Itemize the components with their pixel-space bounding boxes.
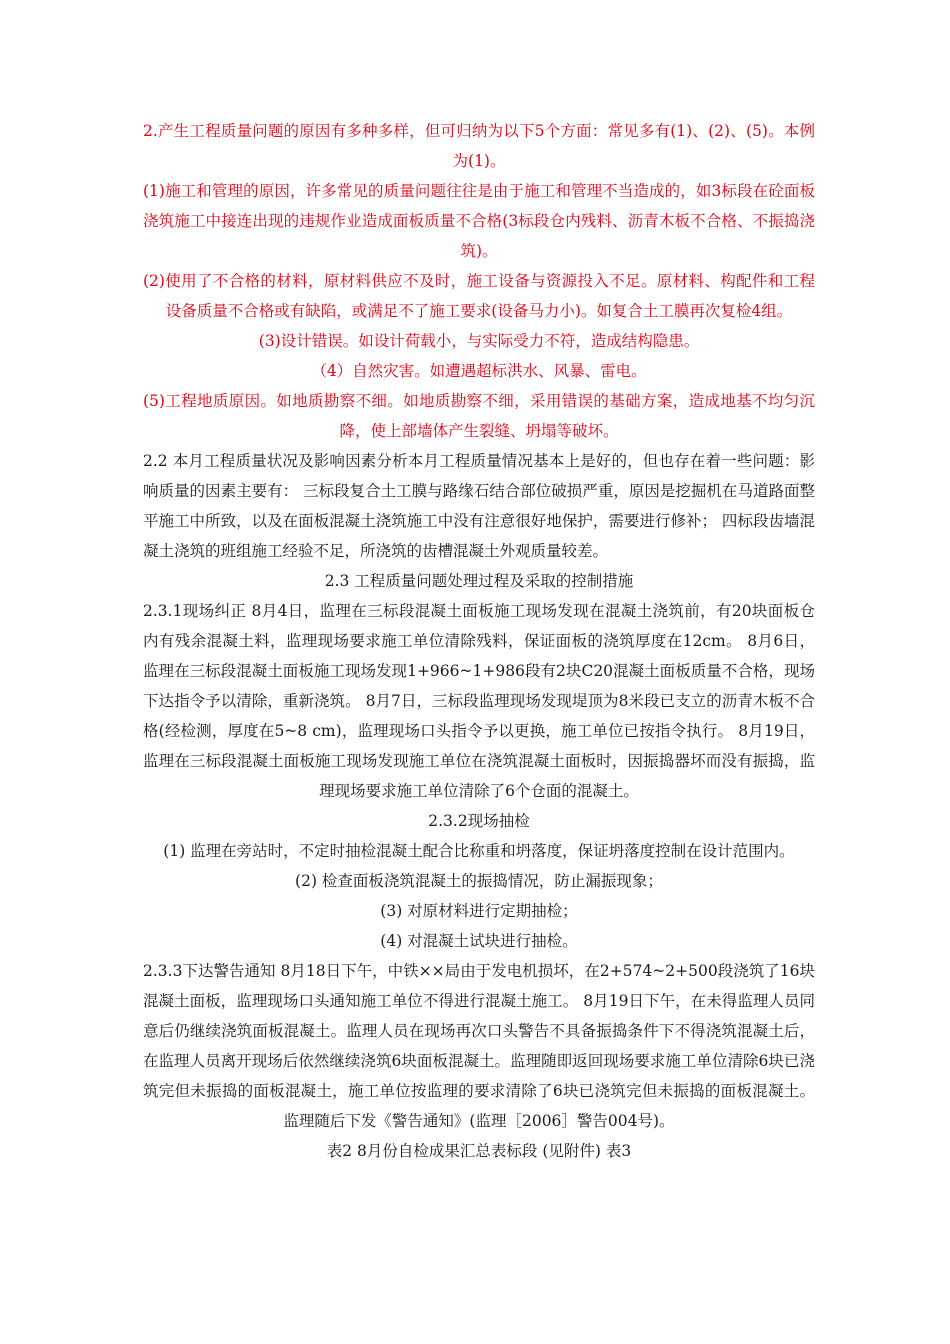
cause-1-paragraph: (1)施工和管理的原因，许多常见的质量问题往往是由于施工和管理不当造成的，如3标段在砼面板浇筑施工中接连出现的违规作业造成面板质量不合格(3标段仓内残料、沥青木板不合格、不振捣浇筑)。 (143, 182, 815, 260)
spot-check-item-2: (2) 检查面板浇筑混凝土的振捣情况，防止漏振现象； (295, 872, 663, 890)
causes-intro-paragraph: 2.产生工程质量问题的原因有多种多样，但可归纳为以下5个方面：常见多有(1)、(2)、(5)。本例为(1)。 (143, 122, 815, 170)
cause-5-paragraph: (5)工程地质原因。如地质勘察不细。如地质勘察不细，采用错误的基础方案，造成地基不均匀沉降，使上部墙体产生裂缝、坍塌等破坏。 (143, 392, 815, 440)
spot-check-item-4: (4) 对混凝土试块进行抽检。 (380, 932, 578, 950)
section-2-2-paragraph: 2.2 本月工程质量状况及影响因素分析本月工程质量情况基本上是好的，但也存在着一些问题：影响质量的因素主要有： 三标段复合土工膜与路缘石结合部位破损严重，原因是挖掘机在马道路面整平施工中所致，以及在面板混凝土浇筑施工中没有注意很好地保护，需要进行修补； 四标段齿墙混凝土浇筑的班组施工经验不足，所浇筑的齿槽混凝土外观质量较差。 (143, 452, 815, 560)
section-2-3-3-paragraph: 2.3.3下达警告通知 8月18日下午，中铁××局由于发电机损坏，在2+574~2+500段浇筑了16块混凝土面板，监理现场口头通知施工单位不得进行混凝土施工。 8月19日下午，在未得监理人员同意后仍继续浇筑面板混凝土。监理人员在现场再次口头警告不具备振捣条件下不得浇筑混凝土后，在监理人员离开现场后依然继续浇筑6块面板混凝土。监理随即返回现场要求施工单位清除6块已浇筑完但未振捣的面板混凝土，施工单位按监理的要求清除了6块已浇筑完但未振捣的面板混凝土。监理随后下发《警告通知》(监理［2006］警告004号)。 (143, 962, 815, 1130)
spot-check-item-1: (1) 监理在旁站时，不定时抽检混凝土配合比称重和坍落度，保证坍落度控制在设计范围内。 (163, 842, 795, 860)
section-2-3-1-paragraph: 2.3.1现场纠正 8月4日，监理在三标段混凝土面板施工现场发现在混凝土浇筑前，有20块面板仓内有残余混凝土料，监理现场要求施工单位清除残料，保证面板的浇筑厚度在12cm。 8月6日，监理在三标段混凝土面板施工现场发现1+966~1+986段有2块C20混凝土面板质量不合格，现场下达指令予以清除，重新浇筑。 8月7日，三标段监理现场发现堤顶为8米段已支立的沥青木板不合格(经检测，厚度在5~8 cm)，监理现场口头指令予以更换，施工单位已按指令执行。 8月19日，监理在三标段混凝土面板施工现场发现施工单位在浇筑混凝土面板时，因振捣器坏而没有振捣，监理现场要求施工单位清除了6个仓面的混凝土。 (143, 602, 815, 800)
section-2-3-2-heading: 2.3.2现场抽检 (428, 812, 530, 830)
cause-4-paragraph: （4）自然灾害。如遭遇超标洪水、风暴、雷电。 (311, 362, 647, 380)
table-caption: 表2 8月份自检成果汇总表标段 (见附件) 表3 (326, 1142, 632, 1160)
spot-check-item-3: (3) 对原材料进行定期抽检； (380, 902, 578, 920)
document-page (143, 116, 815, 1166)
cause-2-paragraph: (2)使用了不合格的材料，原材料供应不及时，施工设备与资源投入不足。原材料、构配件和工程设备质量不合格或有缺陷，或满足不了施工要求(设备马力小)。如复合土工膜再次复检4组。 (143, 272, 815, 320)
cause-3-paragraph: (3)设计错误。如设计荷载小，与实际受力不符，造成结构隐患。 (258, 332, 700, 350)
section-2-3-heading: 2.3 工程质量问题处理过程及采取的控制措施 (324, 572, 634, 590)
